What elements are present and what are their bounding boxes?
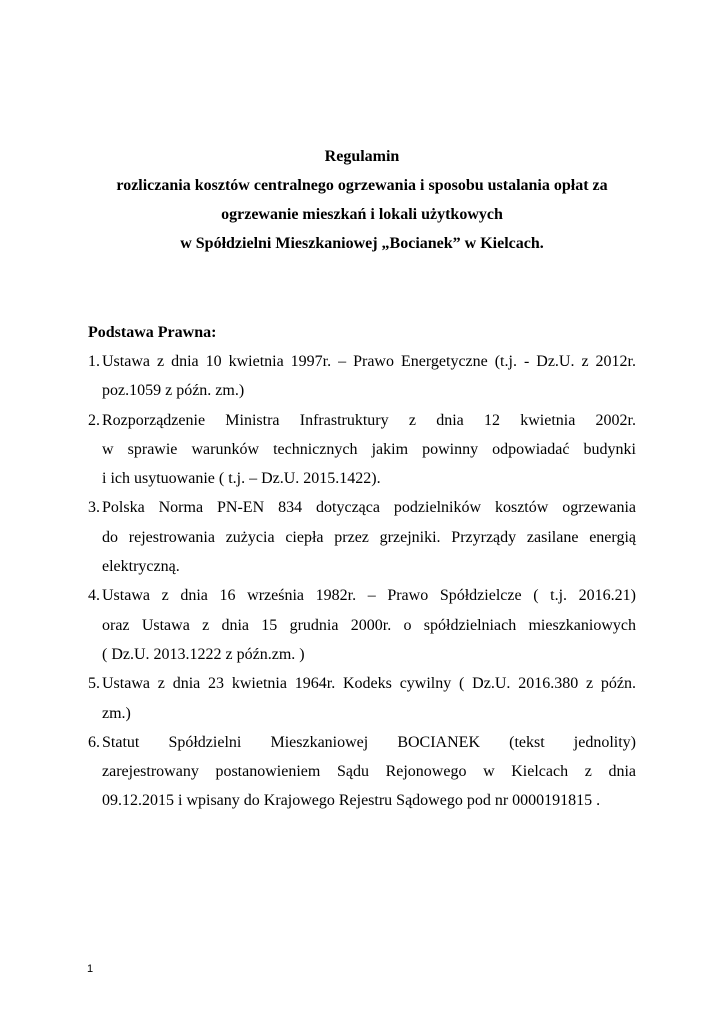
list-item — [88, 669, 636, 728]
list-item — [88, 406, 636, 494]
page-number: 1 — [87, 963, 94, 975]
list-item — [88, 347, 636, 406]
item-text-line: i ich usytuowanie ( t.j. – Dz.U. 2015.1422). — [102, 470, 381, 488]
item-text-line: Statut Spółdzielni Mieszkaniowej BOCIANEK (tekst jednolity) — [102, 733, 636, 751]
item-text-line: Ustawa z dnia 23 kwietnia 1964r. Kodeks cywilny ( Dz.U. 2016.380 z późn. — [102, 675, 636, 693]
item-text-line: poz.1059 z późn. zm.) — [102, 382, 245, 400]
item-text-line: oraz Ustawa z dnia 15 grudnia 2000r. o spółdzielniach mieszkaniowych — [102, 616, 636, 634]
item-number: 1. — [88, 353, 100, 370]
item-text-line: do rejestrowania zużycia ciepła przez grzejniki. Przyrządy zasilane energią — [102, 528, 636, 546]
item-text-line: zarejestrowany postanowieniem Sądu Rejonowego w Kielcach z dnia — [102, 763, 636, 781]
item-text-line: w sprawie warunków technicznych jakim powinny odpowiadać budynki — [102, 440, 636, 458]
title-line-4: w Spółdzielni Mieszkaniowej „Bocianek” w Kielcach. — [180, 235, 544, 252]
document-title — [0, 142, 724, 258]
item-text-line: 09.12.2015 i wpisany do Krajowego Rejestru Sądowego pod nr 0000191815 . — [102, 792, 601, 810]
list-item — [88, 581, 636, 669]
section-heading: Podstawa Prawna: — [88, 324, 217, 341]
list-item — [88, 493, 636, 581]
legal-basis-list — [88, 347, 636, 816]
item-text-line: elektryczną. — [102, 558, 180, 576]
item-text-line: zm.) — [102, 704, 131, 722]
title-line-2: rozliczania kosztów centralnego ogrzewania i sposobu ustalania opłat za — [116, 177, 608, 194]
item-number: 6. — [88, 733, 100, 751]
title-line-1: Regulamin — [324, 148, 400, 165]
item-number: 5. — [88, 675, 100, 693]
item-number: 3. — [88, 499, 100, 517]
item-number: 4. — [88, 587, 100, 605]
item-text-line: Ustawa z dnia 16 września 1982r. – Prawo Spółdzielcze ( t.j. 2016.21) — [102, 587, 636, 605]
title-line-3: ogrzewanie mieszkań i lokali użytkowych — [221, 206, 503, 223]
item-text-line: Polska Norma PN-EN 834 dotycząca podzielników kosztów ogrzewania — [102, 499, 636, 517]
item-text-line: Rozporządzenie Ministra Infrastruktury z dnia 12 kwietnia 2002r. — [102, 411, 636, 429]
item-text-line: Ustawa z dnia 10 kwietnia 1997r. – Prawo Energetyczne (t.j. - Dz.U. z 2012r. — [102, 353, 636, 370]
list-item — [88, 728, 636, 816]
item-number: 2. — [88, 411, 100, 429]
item-text-line: ( Dz.U. 2013.1222 z późn.zm. ) — [102, 645, 305, 663]
